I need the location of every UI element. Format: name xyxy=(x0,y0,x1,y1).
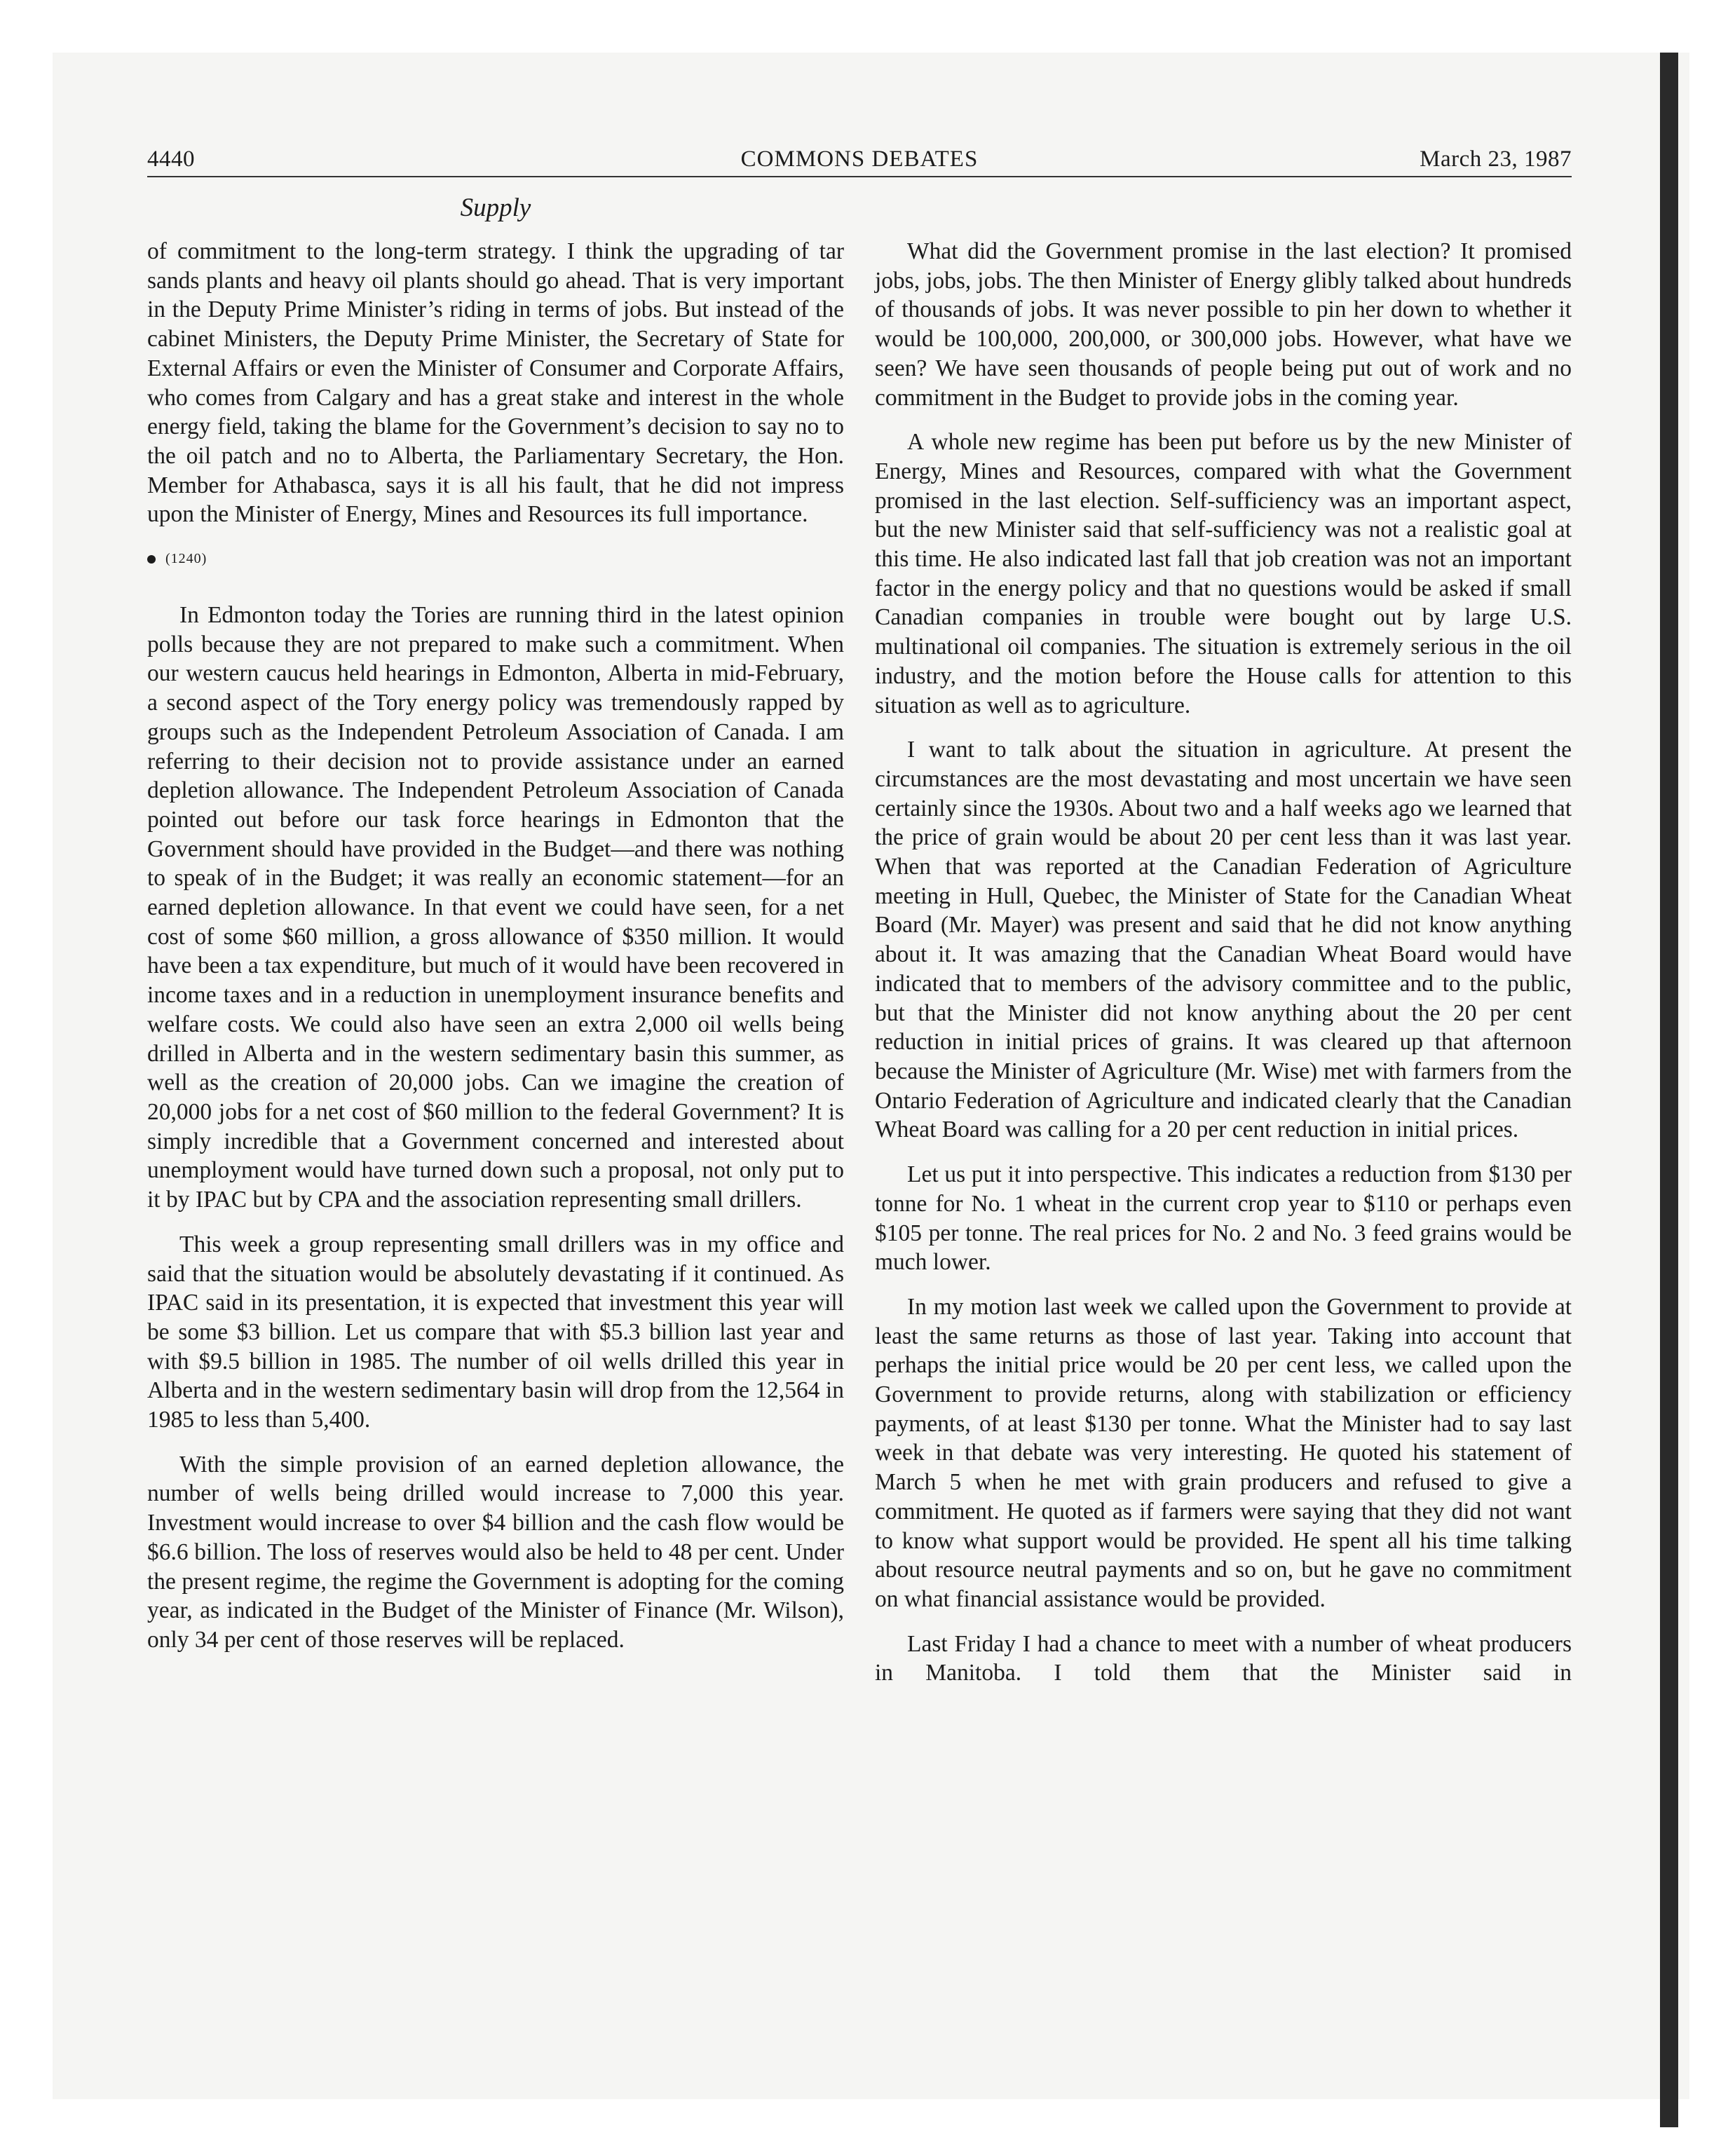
paragraph: Let us put it into perspective. This indicates a reduction from $130 per tonne for No. 1 wheat in the current crop year to $110 or perhaps even $105 per tonne. The real prices for No. 2 and No. 3 feed grains would be much lower. xyxy=(875,1161,1572,1276)
paragraph: With the simple provision of an earned depletion allowance, the number of wells being drilled would increase to 7,000 this year. Investment would increase to over $4 billion and the cash flow would be $6.6 billion. The loss of reserves would also be held to 48 per cent. Under the present regime, the regime the Government is adopting for the coming year, as indicated in the Budget of the Minister of Finance (Mr. Wilson), only 34 per cent of those reserves will be replaced. xyxy=(147,1451,844,1653)
paragraph: In Edmonton today the Tories are running third in the latest opinion polls because they are not prepared to make such a commitment. When our western caucus held hearings in Edmonton, Alberta in mid-February, a second aspect of the Tory energy policy was tremendously rapped by groups such as the Independent Petroleum Association of Canada. I am referring to their decision not to provide assistance under an earned depletion allowance. The Independent Petroleum Association of Canada pointed out before our task force hearings in Edmonton that the Government should have provided in the Budget—and there was nothing to speak of in the Budget; it was really an economic statement—for an earned depletion allowance. In that event we could have seen, for a net cost of some $60 million, a gross allowance of $350 million. It would have been a tax expenditure, but much of it would have been recovered in income taxes and in a reduction in unemployment insurance benefits and welfare costs. We could also have seen an extra 2,000 oil wells being drilled in Alberta and in the western sedimentary basin this summer, as well as the creation of 20,000 jobs. Can we imagine the creation of 20,000 jobs for a net cost of $60 million to the federal Government? It is simply incredible that a Government concerned and interested about unemployment would have turned down such a proposal, not only put to it by IPAC but by CPA and the association representing small drillers. xyxy=(147,602,844,1213)
issue-date: March 23, 1987 xyxy=(1420,146,1572,172)
time-marker xyxy=(147,545,844,573)
time-marker-label: (1240) xyxy=(165,551,207,567)
paragraph: Last Friday I had a chance to meet with a number of wheat producers in Manitoba. I told them that the Minister said in xyxy=(875,1630,1572,1686)
page-number: 4440 xyxy=(147,146,195,172)
running-header xyxy=(147,142,1572,177)
journal-title: COMMONS DEBATES xyxy=(740,146,979,172)
paragraph: This week a group representing small drillers was in my office and said that the situation would be absolutely devastating if it continued. As IPAC said in its presentation, it is expected that investment this year will be some $3 billion. Let us compare that with $5.3 billion last year and with $9.5 billion in 1985. The number of oil wells drilled this year in Alberta and in the western sedimentary basin will drop from the 12,564 in 1985 to less than 5,400. xyxy=(147,1231,844,1433)
bullet-icon xyxy=(147,555,156,564)
paragraph: of commitment to the long-term strategy. I think the upgrading of tar sands plants and heavy oil plants should go ahead. That is very important in the Deputy Prime Minister’s riding in terms of jobs. But instead of the cabinet Ministers, the Deputy Prime Minister, the Secretary of State for External Affairs or even the Minister of Consumer and Corporate Affairs, who comes from Calgary and has a great stake and interest in the whole energy field, taking the blame for the Government’s decision to say no to the oil patch and no to Alberta, the Parliamentary Secretary, the Hon. Member for Athabasca, says it is all his fault, that he did not impress upon the Minister of Energy, Mines and Resources its full importance. xyxy=(147,238,844,528)
paragraph: What did the Government promise in the last election? It promised jobs, jobs, jobs. The then Minister of Energy glibly talked about hundreds of thousands of jobs. It was never possible to pin her down to whether it would be 100,000, 200,000, or 300,000 jobs. However, what have we seen? We have seen thousands of people being put out of work and no commitment in the Budget to provide jobs in the coming year. xyxy=(875,238,1572,411)
paragraph: In my motion last week we called upon the Government to provide at least the same returns as those of last year. Taking into account that perhaps the initial price would be 20 per cent less, we called upon the Government to provide returns, along with stabilization or efficiency payments, of at least $130 per tonne. What the Minister had to say last week in that debate was very interesting. He quoted his statement of March 5 when he met with grain producers and refused to give a commitment. He quoted as if farmers were saying that they did not want to know what support would be provided. He spent all his time talking about resource neutral payments and so on, but he gave no commitment on what financial assistance would be provided. xyxy=(875,1293,1572,1612)
paragraph: I want to talk about the situation in agriculture. At present the circumstances are the most devastating and most uncertain we have seen certainly since the 1930s. About two and a half weeks ago we learned that the price of grain would be about 20 per cent less than it was last year. When that was reported at the Canadian Federation of Agriculture meeting in Hull, Quebec, the Minister of State for the Canadian Wheat Board (Mr. Mayer) was present and said that he did not know anything about it. It was amazing that the Canadian Wheat Board would have indicated that to members of the advisory committee and to the public, but that the Minister did not know anything about the 20 per cent reduction in initial prices of grains. It was cleared up that afternoon because the Minister of Agriculture (Mr. Wise) met with farmers from the Ontario Federation of Agriculture and indicated clearly that the Canadian Wheat Board was calling for a 20 per cent reduction in initial prices. xyxy=(875,737,1572,1143)
scan-edge-bar xyxy=(1660,53,1678,2127)
section-title: Supply xyxy=(460,193,531,222)
left-column xyxy=(147,237,844,1670)
paragraph: A whole new regime has been put before us by the new Minister of Energy, Mines and Resources, compared with what the Government promised in the last election. Self-sufficiency was an important aspect, but the new Minister said that self-sufficiency was not a realistic goal at this time. He also indicated last fall that job creation was not an important factor in the energy policy and that no questions would be asked if small Canadian companies in trouble were bought out by large U.S. multinational oil companies. The situation is extremely serious in the oil industry, and the motion before the House calls for attention to this situation as well as to agriculture. xyxy=(875,429,1572,718)
right-column xyxy=(875,237,1572,1703)
